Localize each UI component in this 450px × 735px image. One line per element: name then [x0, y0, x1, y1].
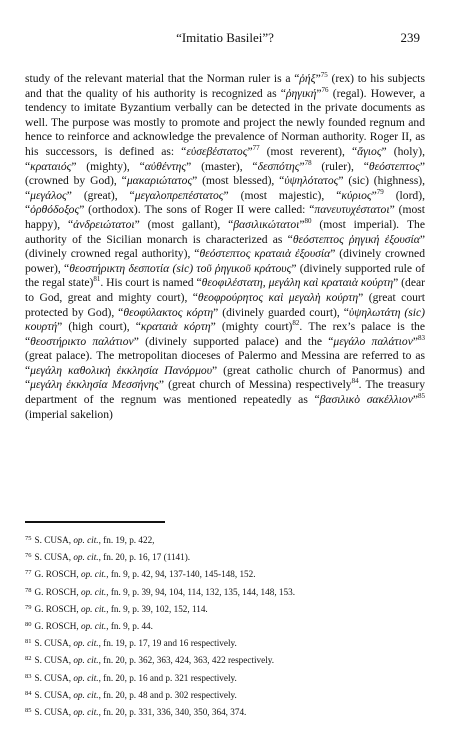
footnote-number: 83: [25, 672, 32, 680]
footnote-marker: 80: [304, 216, 312, 225]
footnote-ref: op. cit.: [73, 535, 99, 545]
body-paragraph: [25, 72, 425, 422]
footnote-author: S. CUSA,: [34, 707, 74, 718]
greek-term: ἀνδρειώτατοι: [73, 217, 135, 231]
footnote-number: 80: [25, 621, 32, 629]
greek-term: μακαριώτατος: [126, 174, 193, 188]
footnote-author: S. CUSA,: [34, 535, 74, 545]
footnote-number: 78: [25, 586, 32, 594]
text-run: ”: [315, 72, 321, 85]
greek-term: κύριος: [341, 188, 372, 202]
text-run: ” (sic) (highness), “: [25, 174, 425, 202]
greek-term: θεοφιλέστατη, μεγάλη καὶ κραταιὰ κούρτη: [201, 276, 394, 290]
greek-term: κραταιός: [30, 159, 72, 173]
footnote-item: [25, 617, 425, 634]
footnote-ref: op. cit.: [73, 689, 99, 700]
footnote-number: 76: [25, 552, 32, 560]
text-run: ”: [412, 393, 418, 407]
greek-term: μεγάλη ἐκκλησία Μεσσήνης: [30, 378, 159, 392]
greek-term: πανευτυχέστατοι: [314, 203, 390, 217]
footnote-ref: op. cit.: [73, 552, 99, 563]
text-run: ”: [299, 217, 305, 231]
footnote-item: [25, 669, 425, 686]
footnote-author: S. CUSA,: [34, 672, 74, 683]
text-run: . The treasury department of the regnum was mentioned repeatedly as “: [25, 378, 425, 407]
text-run: (imperial sakelion): [25, 407, 113, 421]
text-run: ” (divinely supported palace) and the “: [133, 334, 334, 348]
footnote-marker: 82: [292, 319, 300, 328]
footnote-marker: 84: [351, 377, 359, 386]
footnote-author: G. ROSCH,: [34, 569, 81, 580]
greek-term: θεόστεπτος κραταιὰ ἐξουσία: [199, 247, 331, 261]
greek-term: εὐσεβέστατος: [186, 144, 248, 158]
greek-term: μεγάλο παλάτιον: [333, 334, 413, 348]
footnote-author: G. ROSCH,: [34, 603, 81, 614]
text-run: ” (most gallant), “: [134, 217, 234, 231]
text-run: ” (great), “: [66, 188, 135, 202]
footnote-author: G. ROSCH,: [34, 586, 81, 597]
footnote-separator: [25, 521, 165, 523]
text-run: study of the relevant material that the Norman ruler is a “: [25, 72, 300, 85]
greek-term: μεγαλοπρεπέστατος: [134, 188, 224, 202]
footnote-citation: , fn. 20, p. 331, 336, 340, 350, 364, 374.: [98, 707, 247, 718]
footnote-item: [25, 686, 425, 703]
greek-term: ἅγιος: [357, 144, 382, 158]
text-run: (ruler), “: [311, 159, 369, 173]
footnote-item: [25, 583, 425, 600]
text-run: ” (most blessed), “: [192, 174, 285, 188]
footnote-item: [25, 531, 425, 548]
text-run: ” (great court protected by God), “: [25, 290, 426, 319]
greek-term: αὐθέντης: [144, 159, 187, 173]
text-run: . The rex’s palace is the “: [25, 320, 425, 348]
greek-term: ὑψηλότατος: [284, 174, 339, 188]
greek-term: δεσπότης: [257, 159, 300, 173]
footnote-author: S. CUSA,: [34, 552, 74, 563]
greek-term: θεόστεπτος: [368, 159, 420, 173]
footnote-number: 79: [25, 603, 32, 611]
footnote-number: 75: [25, 535, 32, 542]
footnote-number: 81: [25, 638, 32, 646]
footnote-number: 84: [25, 689, 32, 697]
running-title: “Imitatio Basilei”?: [176, 30, 274, 45]
footnote-citation: , fn. 9, p. 39, 102, 152, 114.: [106, 603, 208, 614]
text-run: ” (dear to God, great and mighty court), “: [25, 276, 425, 304]
footnote-marker: 78: [304, 158, 312, 167]
text-run: ” (most majestic), “: [223, 188, 342, 202]
text-run: (great palace). The metropolitan dioceses of Palermo and Messina are referred to as “: [25, 349, 425, 377]
greek-term: θεοφύλακτος κόρτη: [123, 305, 214, 319]
greek-term: θεόστεπτος ῥηγική ἐξουσία: [292, 232, 420, 246]
footnote-citation: , fn. 19, p. 422,: [98, 535, 155, 545]
text-run: ” (great catholic church of Panormus) and “: [25, 363, 425, 392]
footnote-marker: 81: [93, 275, 101, 284]
text-run: ” (master), “: [186, 159, 258, 173]
footnote-number: 85: [25, 707, 32, 715]
footnote-ref: op. cit.: [80, 569, 107, 580]
text-run: ” (most happy), “: [25, 203, 425, 231]
footnote-citation: , fn. 20, p. 16, 17 (1141).: [98, 552, 191, 563]
footnote-author: S. CUSA,: [34, 689, 74, 700]
greek-term: μεγάλος: [30, 188, 67, 202]
text-run: ”: [371, 188, 377, 202]
footnote-ref: op. cit.: [73, 672, 99, 683]
text-run: ” (crowned by God), “: [25, 159, 425, 188]
footnote-author: G. ROSCH,: [34, 621, 81, 632]
footnote-citation: , fn. 9, p. 42, 94, 137-140, 145-148, 152.: [106, 569, 256, 580]
text-run: (lord), “: [25, 188, 425, 217]
footnote-ref: op. cit.: [73, 638, 99, 649]
footnote-marker: 79: [376, 187, 384, 196]
text-run: ” (divinely guarded court), “: [213, 305, 349, 319]
footnote-item: [25, 634, 425, 651]
footnote-item: [25, 600, 425, 617]
footnote-author: S. CUSA,: [34, 638, 74, 649]
footnote-citation: , fn. 9, p. 39, 94, 104, 114, 132, 135, 144, 148, 153.: [106, 586, 295, 597]
text-run: (rex) to his subjects and that the quality of his authority is recognized as “: [25, 72, 425, 100]
footnote-marker: 83: [418, 333, 425, 342]
text-run: ” (orthodox). The sons of Roger II were called: “: [79, 203, 315, 217]
page-number: 239: [400, 30, 420, 45]
text-run: (regal). However, a tendency to imitate Byzantium verbally can be detected in the private documents as well. The purpose was mostly to promote and project the newly founded regnum and hence to reinforce and acknowledge the prevalence of Norman authority. Roger II, as his successors, is defined as: “: [25, 86, 425, 158]
footnotes: [25, 531, 425, 720]
text-run: (most imperial). The authority of the Sicilian monarch is characterized as “: [25, 217, 425, 246]
greek-term: κραταιὰ κόρτη: [140, 320, 211, 334]
footnote-ref: op. cit.: [73, 655, 99, 666]
greek-term: ὀρθόδοξος: [30, 203, 80, 217]
text-run: ”: [316, 86, 322, 100]
footnote-number: 77: [25, 569, 32, 577]
text-run: ” (divinely crowned regal authority), “: [25, 232, 425, 261]
footnote-ref: op. cit.: [73, 707, 99, 718]
footnote-ref: op. cit.: [80, 603, 107, 614]
text-run: ” (mighty court): [210, 320, 293, 334]
footnote-citation: , fn. 19, p. 17, 19 and 16 respectively.: [98, 638, 237, 649]
footnote-item: [25, 703, 425, 720]
text-run: ” (divinely crowned power), “: [25, 247, 425, 275]
greek-term: ῥήξ: [299, 72, 316, 85]
footnote-number: 82: [25, 655, 32, 663]
greek-term: ὑψηλωτάτη (sic) κουρτή: [25, 305, 425, 334]
footnote-citation: , fn. 20, p. 48 and p. 302 respectively.: [98, 689, 237, 700]
footnote-item: [25, 565, 425, 582]
footnote-marker: 76: [321, 85, 329, 94]
footnote-item: [25, 548, 425, 565]
footnote-marker: 85: [418, 392, 425, 401]
text-run: (most reverent), “: [259, 144, 358, 158]
text-run: ”: [412, 334, 418, 348]
greek-term: βασιλικὸ σακέλλιον: [319, 393, 413, 407]
text-run: ”: [299, 159, 305, 173]
footnote-ref: op. cit.: [80, 621, 107, 632]
page-header: [0, 30, 450, 50]
footnote-marker: 75: [320, 71, 328, 79]
footnote-ref: op. cit.: [80, 586, 107, 597]
greek-term: θεοστήρικτη δεσποτία (sic) τοῦ ῥηγικοῦ κράτους: [69, 261, 292, 275]
text-run: ” (high court), “: [57, 320, 141, 334]
text-run: ” (great church of Messina) respectively: [158, 378, 352, 392]
footnote-marker: 77: [252, 143, 260, 152]
footnote-item: [25, 651, 425, 668]
greek-term: θεοφρούρητος καὶ μεγαλὴ κούρτη: [197, 290, 359, 304]
footnote-citation: , fn. 20, p. 16 and p. 321 respectively.: [98, 672, 237, 683]
greek-term: ῥηγική: [285, 86, 317, 100]
text-run: . His court is named “: [100, 276, 202, 290]
greek-term: θεοστήρικτο παλάτιον: [30, 334, 134, 348]
text-run: ” (holy), “: [25, 144, 425, 173]
footnote-citation: , fn. 20, p. 362, 363, 424, 363, 422 respectively.: [98, 655, 275, 666]
footnote-author: S. CUSA,: [34, 655, 74, 666]
greek-term: μεγάλη καθολικὴ ἐκκλησία Πανόρμου: [30, 363, 213, 377]
text-run: ” (divinely supported rule of the regal state): [25, 261, 425, 290]
greek-term: βασιλικώτατοι: [233, 217, 300, 231]
text-run: ” (mighty), “: [71, 159, 145, 173]
text-run: ”: [247, 144, 253, 158]
footnote-citation: , fn. 9, p. 44.: [106, 621, 153, 632]
